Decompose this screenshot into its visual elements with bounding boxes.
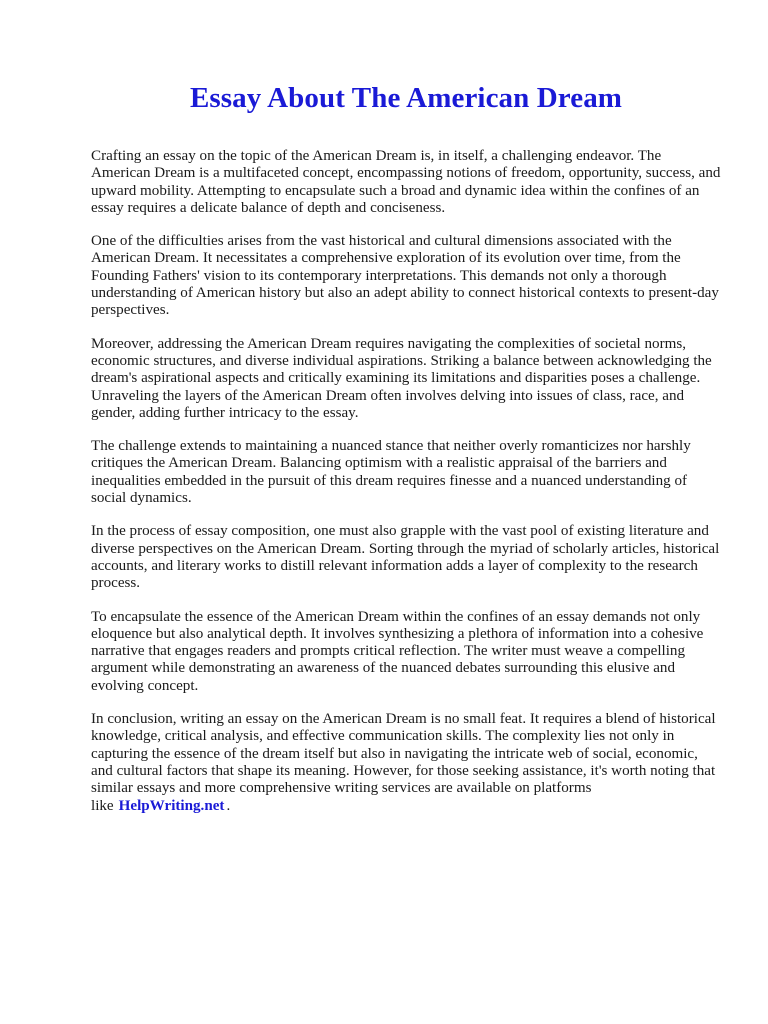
helpwriting-link[interactable]: HelpWriting.net xyxy=(118,797,225,814)
page-title: Essay About The American Dream xyxy=(189,82,623,114)
conclusion-end-punct: . xyxy=(226,797,231,814)
paragraph-societal: Moreover, addressing the American Dream requires navigating the complexities of societal norms, economic structures, and diverse individual aspirations. Striking a balance between acknowledging the dream's aspirational aspects and critically examining its limitations and disparities poses a challenge. Unraveling the layers of the American Dream often involves delving into issues of class, race, and gender, adding further intricacy to the essay. xyxy=(91,335,712,421)
conclusion-text: In conclusion, writing an essay on the American Dream is no small feat. It requires a blend of historical knowledge, critical analysis, and effective communication skills. The complexity lies not only in capturing the essence of the dream itself but also in navigating the intricate web of social, economic, and cultural factors that shape its meaning. However, for those seeking assistance, it's worth noting that similar essays and more comprehensive writing services are available on platforms like xyxy=(91,711,716,814)
paragraph-nuanced-stance: The challenge extends to maintaining a nuanced stance that neither overly romanticizes nor harshly critiques the American Dream. Balancing optimism with a realistic appraisal of the barriers and inequalities embedded in the pursuit of this dream requires finesse and a nuanced understanding of social dynamics. xyxy=(91,438,691,507)
paragraph-historical: One of the difficulties arises from the vast historical and cultural dimensions associated with the American Dream. It necessitates a comprehensive exploration of its evolution over time, from the Founding Fathers' vision to its contemporary interpretations. This demands not only a thorough understanding of American history but also an adept ability to connect historical contexts to present-day perspectives. xyxy=(91,233,719,319)
paragraph-literature: In the process of essay composition, one must also grapple with the vast pool of existing literature and diverse perspectives on the American Dream. Sorting through the myriad of scholarly articles, historical accounts, and literary works to distill relevant information adds a layer of complexity to the research process. xyxy=(91,523,720,592)
paragraph-analytical-depth: To encapsulate the essence of the American Dream within the confines of an essay demands not only eloquence but also analytical depth. It involves synthesizing a plethora of information into a cohesive narrative that engages readers and prompts critical reflection. The writer must weave a compelling argument while demonstrating an awareness of the nuanced debates surrounding this elusive and evolving concept. xyxy=(91,608,704,694)
document-page xyxy=(91,78,721,831)
paragraph-intro: Crafting an essay on the topic of the American Dream is, in itself, a challenging endeavor. The American Dream is a multifaceted concept, encompassing notions of freedom, opportunity, success, and upward mobility. Attempting to encapsulate such a broad and dynamic idea within the confines of an essay requires a delicate balance of depth and conciseness. xyxy=(91,148,721,216)
paragraph-conclusion xyxy=(91,711,721,815)
